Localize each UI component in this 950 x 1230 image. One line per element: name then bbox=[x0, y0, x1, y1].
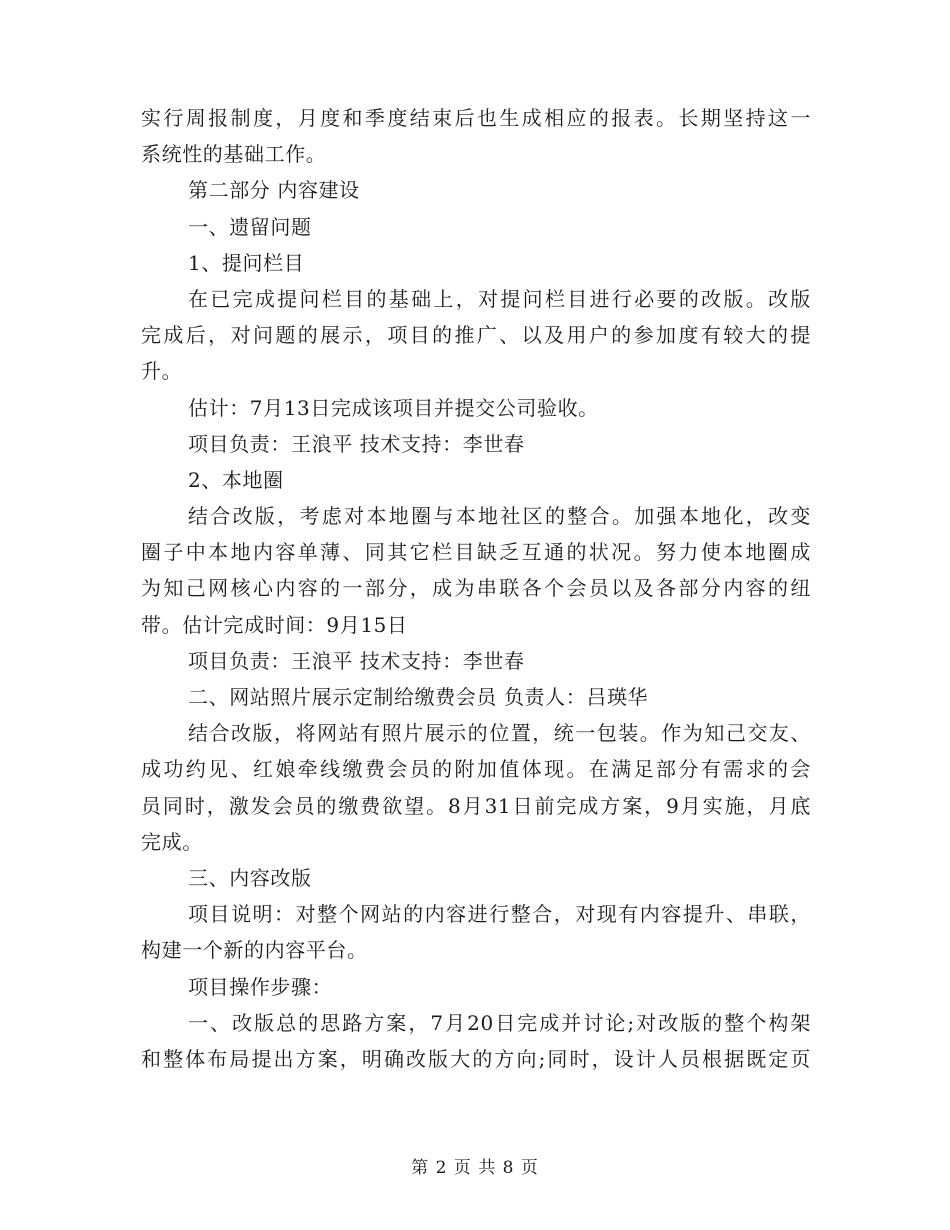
text-line: 圈子中本地内容单薄、同其它栏目缺乏互通的状况。努力使本地圈成 bbox=[141, 540, 811, 565]
text-line: 系统性的基础工作。 bbox=[141, 142, 327, 167]
text-line: 项目操作步骤： bbox=[188, 974, 333, 999]
text-line: 构建一个新的内容平台。 bbox=[141, 938, 368, 963]
text-line: 结合改版，考虑对本地圈与本地社区的整合。加强本地化，改变 bbox=[188, 504, 811, 529]
subsection-heading: 三、内容改版 bbox=[188, 865, 312, 890]
text-line: 项目说明：对整个网站的内容进行整合，对现有内容提升、串联， bbox=[188, 902, 811, 927]
document-body bbox=[141, 100, 811, 1077]
text-line: 升。 bbox=[141, 359, 183, 384]
text-line: 一、改版总的思路方案，7月20日完成并讨论;对改版的整个构架 bbox=[188, 1010, 811, 1035]
text-line: 在已完成提问栏目的基础上，对提问栏目进行必要的改版。改版 bbox=[188, 286, 811, 311]
text-line: 完成。 bbox=[141, 829, 203, 854]
text-line: 成功约见、红娘牵线缴费会员的附加值体现。在满足部分有需求的会 bbox=[141, 757, 811, 782]
item-heading: 2、本地圈 bbox=[188, 467, 284, 492]
subsection-heading: 二、网站照片展示定制给缴费会员 负责人：吕瑛华 bbox=[188, 685, 649, 709]
text-line: 完成后，对问题的展示，项目的推广、以及用户的参加度有较大的提 bbox=[141, 323, 811, 348]
text-line: 员同时，激发会员的缴费欲望。8月31日前完成方案，9月实施，月底 bbox=[141, 793, 811, 818]
text-line: 带。估计完成时间：9月15日 bbox=[141, 612, 408, 637]
item-heading: 1、提问栏目 bbox=[188, 250, 305, 275]
text-line: 实行周报制度，月度和季度结束后也生成相应的报表。长期坚持这一 bbox=[141, 106, 811, 130]
subsection-heading: 一、遗留问题 bbox=[188, 214, 312, 239]
text-line: 项目负责：王浪平 技术支持：李世春 bbox=[188, 431, 525, 456]
page-number-footer: 第 2 页 共 8 页 bbox=[411, 1158, 539, 1178]
section-heading: 第二部分 内容建设 bbox=[188, 178, 360, 203]
text-line: 和整体布局提出方案，明确改版大的方向;同时，设计人员根据既定页 bbox=[141, 1046, 811, 1071]
text-line: 估计：7月13日完成该项目并提交公司验收。 bbox=[188, 395, 599, 420]
text-line: 项目负责：王浪平 技术支持：李世春 bbox=[188, 648, 525, 673]
text-line: 为知己网核心内容的一部分，成为串联各个会员以及各部分内容的纽 bbox=[141, 576, 811, 601]
text-line: 结合改版，将网站有照片展示的位置，统一包装。作为知己交友、 bbox=[188, 721, 811, 746]
